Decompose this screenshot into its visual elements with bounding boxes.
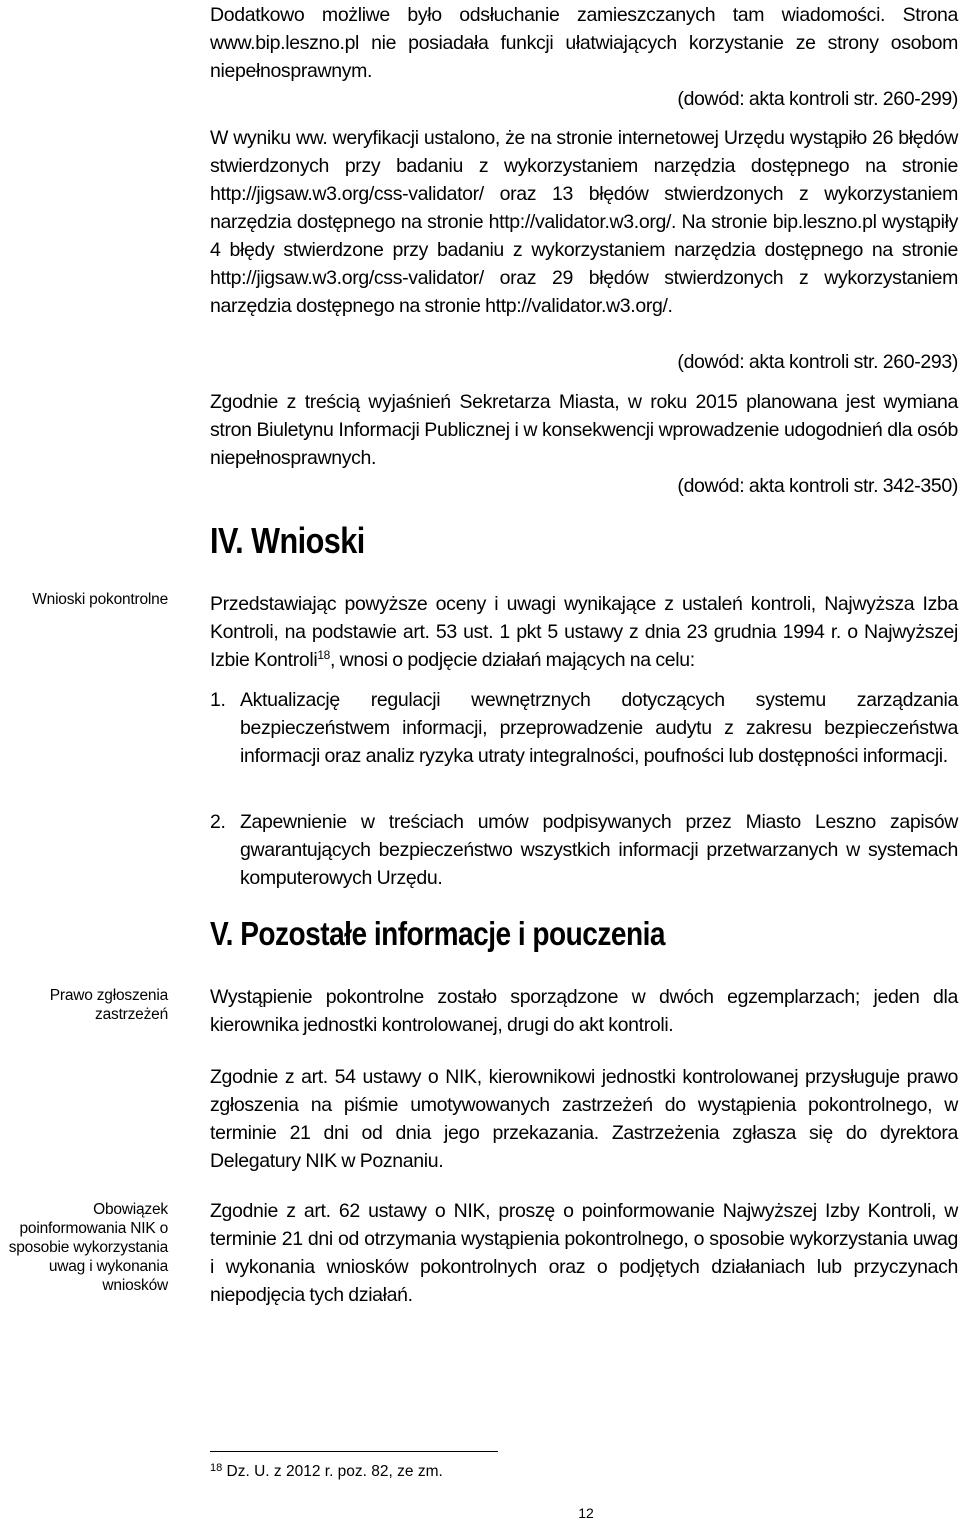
paragraph-copies: [210, 983, 958, 1039]
footnote-separator: [210, 1451, 498, 1452]
section-heading-other-information: V. Pozostałe informacje i pouczenia: [210, 915, 665, 952]
item-text: Aktualizację regulacji wewnętrznych dotyczących systemu zarządzania bezpieczeństwem informacji, przeprowadzenie audytu z zakresu bezpieczeństwa informacji oraz analiz ryzyka utraty integralności, poufności lub dostępności informacji.: [240, 689, 958, 767]
footnote-reference: 18: [317, 648, 330, 662]
footnote-text: Dz. U. z 2012 r. poz. 82, ze zm.: [222, 1463, 443, 1480]
intro-text-end: , wnosi o podjęcie działań mających na celu:: [329, 649, 695, 671]
paragraph-page-accessibility: [210, 1, 958, 85]
item-number: 2.: [210, 811, 226, 833]
margin-label-duty-to-inform: Obowiązek poinformowania NIK o sposobie wykorzystania uwag i wykonania wniosków: [8, 1201, 168, 1294]
paragraph-article-62: [210, 1197, 958, 1309]
paragraph-text: Dodatkowo możliwe było odsłuchanie zamieszczanych tam wiadomości. Strona www.bip.leszno.pl nie posiadała funkcji ułatwiających korzystanie ze strony osobom niepełnosprawnym.: [210, 4, 958, 82]
paragraph-validator-results: [210, 124, 958, 320]
margin-label-right-to-object: Prawo zgłoszenia zastrzeżeń: [49, 987, 168, 1023]
conclusion-item-1: [210, 686, 958, 770]
paragraph-text: Zgodnie z art. 54 ustawy o NIK, kierownikowi jednostki kontrolowanej przysługuje prawo zgłoszenia na piśmie umotywowanych zastrzeżeń do wystąpienia pokontrolnego, w terminie 21 dni od dnia jego przekazania. Zastrzeżenia zgłasza się do dyrektora Delegatury NIK w Poznaniu.: [210, 1066, 958, 1172]
paragraph-text: W wyniku ww. weryfikacji ustalono, że na stronie internetowej Urzędu wystąpiło 26 błędów stwierdzonych przy badaniu z wykorzystaniem narzędzia dostępnego na stronie http://jigsaw.w3.org/css-validator/ oraz 13 błędów stwierdzonych z wykorzystaniem narzędzia dostępnego na stronie http://validator.w3.org/. Na stronie bip.leszno.pl wystąpiły 4 błędy stwierdzone przy badaniu z wykorzystaniem narzędzia dostępnego na stronie http://jigsaw.w3.org/css-validator/ oraz 29 błędów stwierdzonych z wykorzystaniem narzędzia dostępnego na stronie http://validator.w3.org/.: [210, 127, 958, 317]
evidence-note: (dowód: akta kontroli str. 342-350): [677, 475, 958, 497]
page-number: 12: [578, 1505, 594, 1521]
conclusion-item-2: [210, 808, 958, 892]
item-number: 1.: [210, 689, 226, 711]
paragraph-conclusions-intro: [210, 590, 958, 674]
paragraph-text: Wystąpienie pokontrolne zostało sporządzone w dwóch egzemplarzach; jeden dla kierownika jednostki kontrolowanej, drugi do akt kontroli.: [210, 986, 958, 1036]
paragraph-text: Zgodnie z treścią wyjaśnień Sekretarza Miasta, w roku 2015 planowana jest wymiana stron Biuletynu Informacji Publicznej i w konsekwencji wprowadzenie udogodnień dla osób niepełnosprawnych.: [210, 391, 958, 469]
paragraph-text: Zgodnie z art. 62 ustawy o NIK, proszę o poinformowanie Najwyższej Izby Kontroli, w terminie 21 dni od otrzymania wystąpienia pokontrolnego, o sposobie wykorzystania uwag i wykonania wniosków pokontrolnych oraz o podjętych działaniach lub przyczynach niepodjęcia tych działań.: [210, 1200, 958, 1306]
intro-text: Przedstawiając powyższe oceny i uwagi wynikające z ustaleń kontroli, Najwyższa Izba Kontroli, na podstawie art. 53 ust. 1 pkt 5 ustawy z dnia 23 grudnia 1994 r. o Najwyższej Izbie Kontroli: [210, 593, 958, 671]
section-heading-conclusions: IV. Wnioski: [210, 520, 365, 561]
footnote-number: 18: [210, 1462, 223, 1474]
evidence-note: (dowód: akta kontroli str. 260-299): [677, 88, 958, 110]
paragraph-article-54: [210, 1063, 958, 1175]
item-text: Zapewnienie w treściach umów podpisywanych przez Miasto Leszno zapisów gwarantujących bezpieczeństwo wszystkich informacji przetwarzanych w systemach komputerowych Urzędu.: [240, 811, 958, 889]
evidence-note: (dowód: akta kontroli str. 260-293): [677, 351, 958, 373]
margin-label-post-control-conclusions: Wnioski pokontrolne: [32, 591, 168, 608]
footnote: [210, 1462, 443, 1482]
paragraph-secretary-explanation: [210, 388, 958, 472]
